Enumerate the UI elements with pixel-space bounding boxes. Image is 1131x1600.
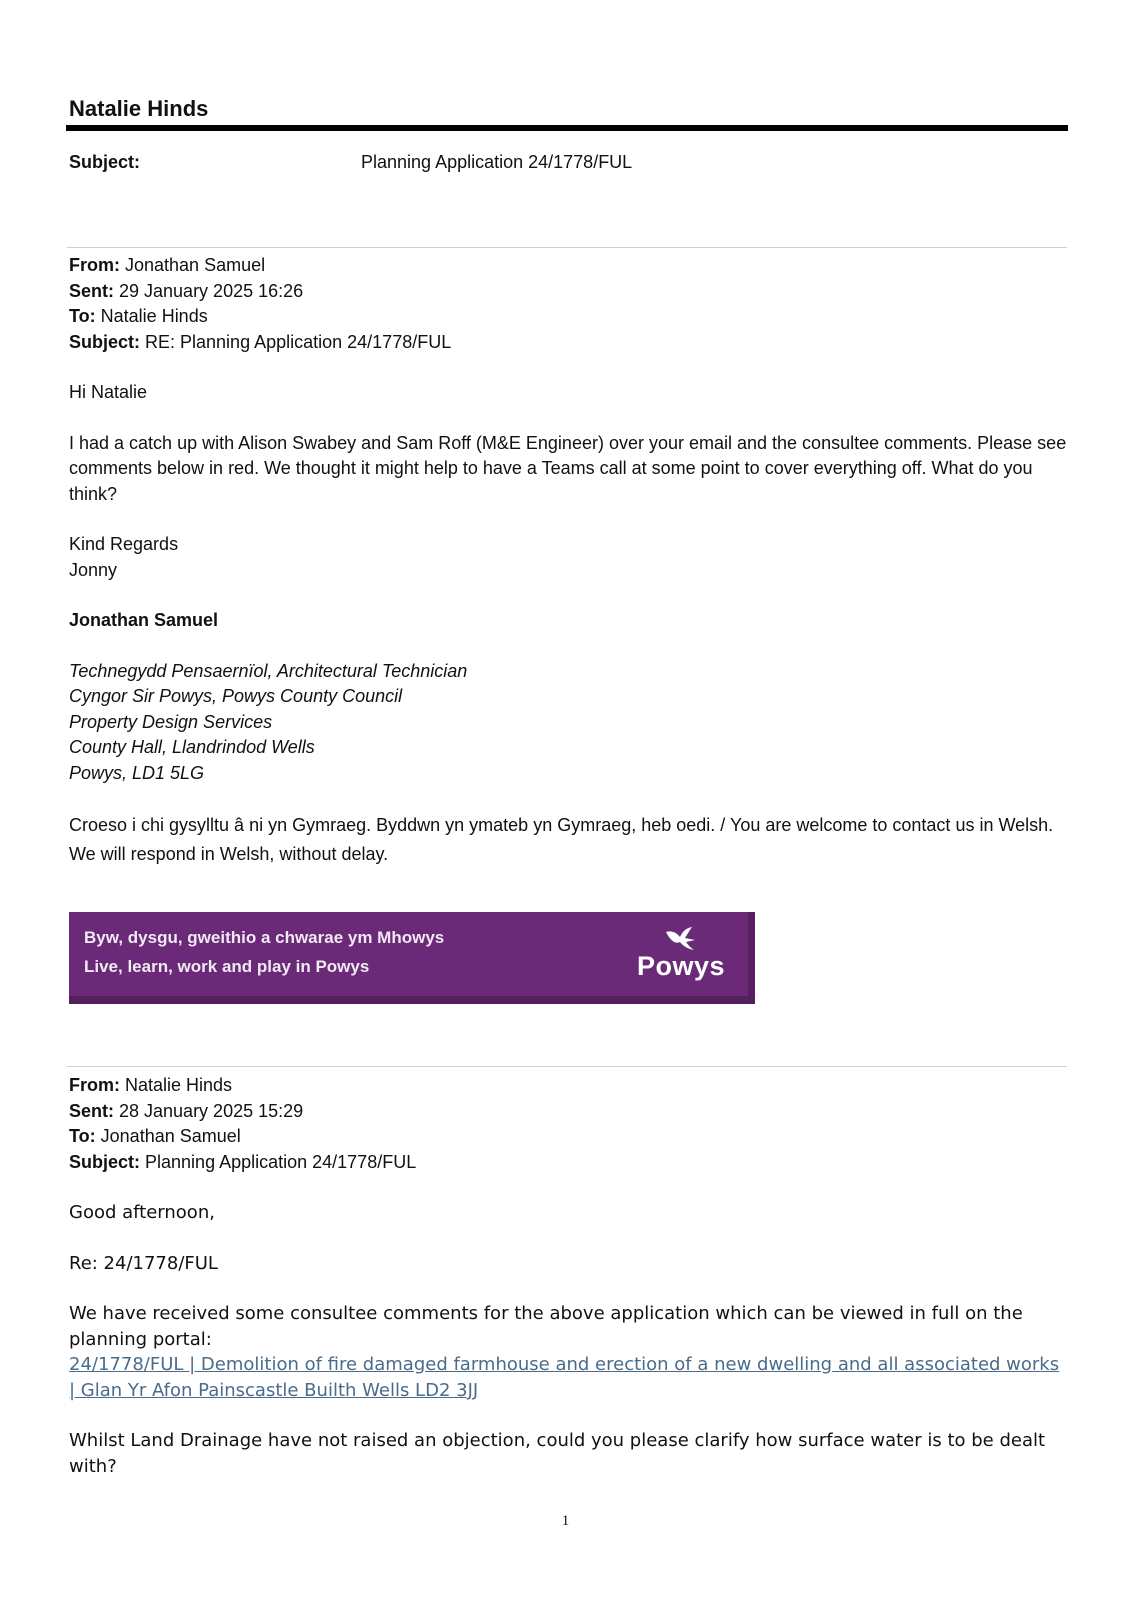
subject-line: Subject: RE: Planning Application 24/1778/FUL [69, 331, 452, 352]
greeting: Hi Natalie [69, 382, 148, 402]
email-header [69, 253, 1069, 355]
short-name: Jonny [69, 559, 118, 580]
drainage-question: Whilst Land Drainage have not raised an objection, could you please clarify how surface water is to be dealt with? [69, 1430, 1046, 1477]
from-line: From: Natalie Hinds [69, 1075, 233, 1095]
subject-line: Subject: Planning Application 24/1778/FUL [69, 1151, 417, 1172]
powys-banner [69, 912, 755, 1004]
sender: Jonathan Samuel [120, 255, 266, 275]
powys-logo [636, 926, 726, 982]
from-line: From: Jonathan Samuel [69, 255, 266, 275]
closing: Kind Regards [69, 534, 179, 554]
email-divider [67, 1066, 1067, 1067]
subject-row [69, 152, 1069, 173]
email-subject: RE: Planning Application 24/1778/FUL [140, 331, 452, 352]
signature-line: County Hall, Llandrindod Wells [69, 737, 315, 757]
bird-icon [664, 926, 698, 952]
original-email [69, 1073, 1069, 1479]
sent-line: Sent: 28 January 2025 15:29 [69, 1100, 304, 1121]
recipient: Jonathan Samuel [95, 1126, 241, 1146]
email-body: I had a catch up with Alison Swabey and Sam Roff (M&E Engineer) over your email and the consultee comments. Please see comments below in red. We thought it might help to have a Teams call at some point to cover everything off. What do you think? [69, 432, 1067, 504]
banner-english-slogan: Live, learn, work and play in Powys [84, 957, 370, 976]
sent-date: 29 January 2025 16:26 [114, 280, 304, 301]
email-header [69, 1073, 1069, 1175]
logo-text: Powys [636, 951, 726, 981]
banner-welsh-slogan: Byw, dysgu, gweithio a chwarae ym Mhowys [84, 928, 445, 947]
reference-line: Re: 24/1778/FUL [69, 1252, 218, 1274]
welsh-language-notice: Croeso i chi gysylltu â ni yn Gymraeg. Byddwn yn ymateb yn Gymraeg, heb oedi. / You are welcome to contact us in Welsh. We will respond in Welsh, without delay. [69, 815, 1054, 864]
to-line: To: Jonathan Samuel [69, 1126, 241, 1146]
signature-line: Powys, LD1 5LG [69, 762, 205, 783]
header-divider [66, 125, 1068, 131]
sent-line: Sent: 29 January 2025 16:26 [69, 280, 304, 301]
to-line: To: Natalie Hinds [69, 306, 208, 326]
signature-line: Technegydd Pensaernïol, Architectural Technician [69, 660, 468, 681]
signature-line: Property Design Services [69, 711, 273, 732]
recipient: Natalie Hinds [95, 306, 208, 326]
subject-value: Planning Application 24/1778/FUL [361, 152, 633, 172]
signature-line: Cyngor Sir Powys, Powys County Council [69, 686, 403, 706]
email-subject: Planning Application 24/1778/FUL [140, 1151, 417, 1172]
sender: Natalie Hinds [120, 1075, 233, 1095]
sent-date: 28 January 2025 15:29 [114, 1100, 304, 1121]
signature-block [69, 659, 1069, 787]
mailbox-owner-name: Natalie Hinds [69, 96, 209, 121]
greeting: Good afternoon, [69, 1202, 215, 1223]
email-body: We have received some consultee comments for the above application which can be viewed in full on the planning portal: [69, 1303, 1023, 1350]
email-divider [67, 247, 1067, 248]
subject-label: Subject: [69, 152, 141, 172]
signature-name: Jonathan Samuel [69, 610, 219, 630]
email-reply [69, 253, 1069, 869]
planning-portal-link[interactable]: 24/1778/FUL | Demolition of fire damaged farmhouse and erection of a new dwelling and all associated works | Glan Yr Afon Painscastle Builth Wells LD2 3JJ [69, 1354, 1060, 1401]
page-number: 1 [561, 1513, 570, 1529]
